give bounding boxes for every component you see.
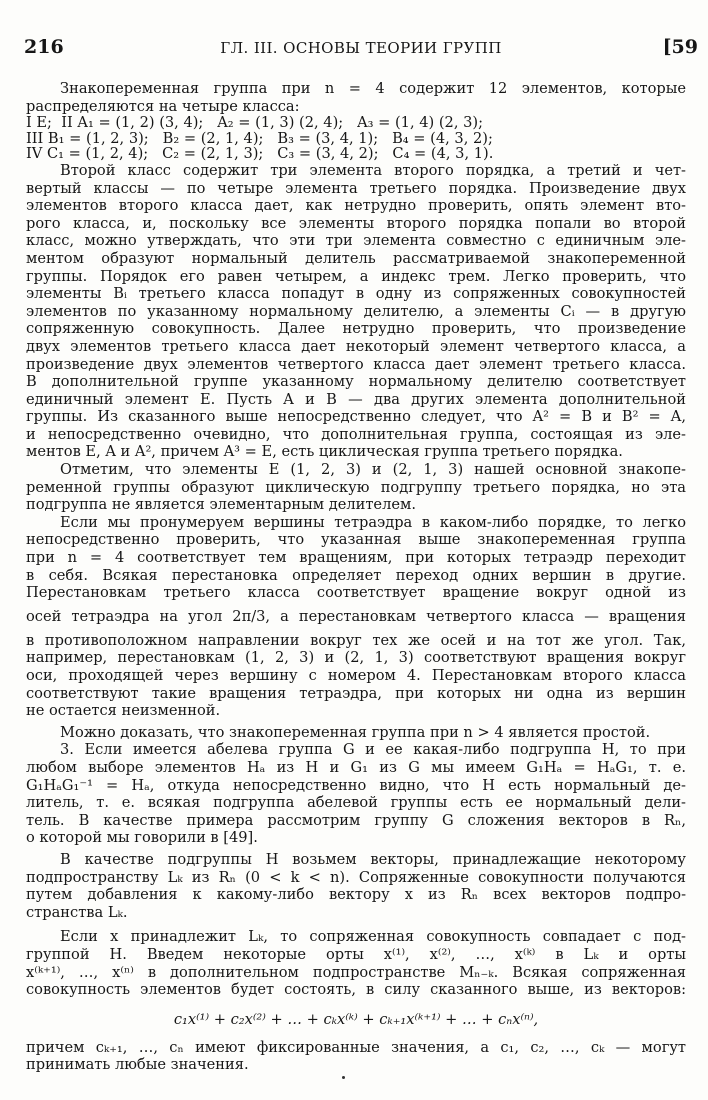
text-line: 3. Если имеется абелева группа G и ее какая-либо подгруппа H, то при (60, 741, 686, 759)
text-line: не остается неизменной. (26, 702, 221, 720)
text-line: двух элементов третьего класса дает некоторый элемент четвертого класса, а (26, 337, 686, 355)
text-line: элементов по указанному нормальному делителю, а элементы Cᵢ — в другую (26, 302, 686, 320)
text-line: тель. В качестве примера рассмотрим группу G сложения векторов в Rₙ, (26, 811, 686, 829)
text-line: непосредственно проверить, что указанная выше знакопеременная группа (26, 531, 686, 549)
text-line: при n = 4 соответствует тем вращениям, при которых тетраэдр переходит (26, 549, 686, 567)
page-body (26, 80, 686, 1074)
class-list-line: III B₁ = (1, 2, 3); B₂ = (2, 1, 4); B₃ = (3, 4, 1); B₄ = (4, 3, 2); (26, 129, 493, 147)
text-line: ременной группы образуют циклическую подгруппу третьего порядка, но эта (26, 478, 686, 496)
text-line: В дополнительной группе указанному нормальному делителю соответствует (26, 373, 686, 391)
text-line: произведение двух элементов четвертого класса дает элемент третьего класса. (26, 355, 686, 373)
text-line: Второй класс содержит три элемента второго порядка, а третий и чет- (60, 161, 686, 179)
text-line: рого класса, и, поскольку все элементы второго порядка попали во второй (26, 214, 686, 232)
text-line: Если x принадлежит Lₖ, то сопряженная совокупность совпадает с под- (60, 928, 686, 946)
chapter-title: ГЛ. III. ОСНОВЫ ТЕОРИИ ГРУПП (220, 39, 502, 57)
class-list-line: I E; II A₁ = (1, 2) (3, 4); A₂ = (1, 3) (2, 4); A₃ = (1, 4) (2, 3); (26, 114, 484, 132)
text-line: путем добавления к какому-либо вектору x из Rₙ всех векторов подпро- (26, 886, 686, 904)
text-line: оси, проходящей через вершину с номером 4. Перестановкам второго класса (26, 667, 686, 684)
text-line: распределяются на четыре класса: (26, 97, 300, 115)
running-header (24, 36, 698, 60)
text-line: ментов E, A и A², причем A³ = E, есть циклическая группа третьего порядка. (26, 443, 623, 461)
text-line: группой H. Введем некоторые орты x⁽¹⁾, x⁽²⁾, …, x⁽ᵏ⁾ в Lₖ и орты (26, 945, 686, 963)
text-line: Перестановкам третьего класса соответствует вращение вокруг одной из (26, 584, 686, 602)
text-line: ментом образуют нормальный делитель рассматриваемой знакопеременной (26, 249, 686, 267)
text-line: x⁽ᵏ⁺¹⁾, …, x⁽ⁿ⁾ в дополнительном подпространстве Mₙ₋ₖ. Всякая сопряженная (26, 963, 686, 981)
text-line: и непосредственно очевидно, что дополнительная группа, состоящая из эле- (26, 425, 686, 443)
text-line: класс, можно утверждать, что эти три элемента совместно с единичным эле- (26, 232, 686, 250)
class-list-line: IV C₁ = (1, 2, 4); C₂ = (2, 1, 3); C₃ = (3, 4, 2); C₄ = (4, 3, 1). (26, 145, 494, 163)
page-number: 216 (24, 36, 64, 58)
text-line: В качестве подгруппы H возьмем векторы, принадлежащие некоторому (60, 850, 686, 868)
text-line: G₁HₐG₁⁻¹ = Hₐ, откуда непосредственно видно, что H есть нормальный де- (26, 776, 686, 794)
print-speck (342, 1076, 345, 1079)
text-line: принимать любые значения. (26, 1056, 249, 1074)
text-line: совокупность элементов будет состоять, в силу сказанного выше, из векторов: (26, 981, 686, 999)
text-line: Знакопеременная группа при n = 4 содержит 12 элементов, которые (60, 80, 686, 97)
text-line: литель, т. е. всякая подгруппа абелевой группы есть ее нормальный дели- (26, 794, 686, 812)
text-line: сопряженную совокупность. Далее нетрудно проверить, что произведение (26, 320, 686, 338)
text-line: странства Lₖ. (26, 903, 128, 921)
text-line: Отметим, что элементы E (1, 2, 3) и (2, 1, 3) нашей основной знакопе- (60, 461, 686, 479)
text-line: о которой мы говорили в [49]. (26, 829, 258, 847)
text-line: Если мы пронумеруем вершины тетраэдра в каком-либо порядке, то легко (60, 513, 686, 531)
text-line: в противоположном направлении вокруг тех же осей и на тот же угол. Так, (26, 631, 686, 649)
text-line: единичный элемент E. Пусть A и B — два других элемента дополнительной (26, 390, 686, 408)
text-line: элементов второго класса дает, как нетрудно проверить, опять элемент вто- (26, 197, 686, 215)
text-line: соответствуют такие вращения тетраэдра, при которых ни одна из вершин (26, 684, 686, 702)
section-number: [59 (662, 36, 698, 58)
text-line: Можно доказать, что знакопеременная группа при n > 4 является простой. (60, 723, 651, 741)
text-line: подгруппа не является элементарным делителем. (26, 496, 416, 514)
text-line: вертый классы — по четыре элемента третьего порядка. Произведение двух (26, 179, 686, 197)
text-line-with-fraction: осей тетраэдра на угол 2π/3, а перестановкам четвертого класса — вращения (26, 607, 686, 625)
formula: c₁x⁽¹⁾ + c₂x⁽²⁾ + … + cₖx⁽ᵏ⁾ + cₖ₊₁x⁽ᵏ⁺¹⁾ + … + cₙx⁽ⁿ⁾, (173, 1010, 539, 1028)
text-line: например, перестановкам (1, 2, 3) и (2, 1, 3) соответствуют вращения вокруг (26, 649, 686, 667)
text-line: элементы Bᵢ третьего класса попадут в одну из сопряженных совокупностей (26, 285, 686, 303)
text-line: группы. Порядок его равен четырем, а индекс трем. Легко проверить, что (26, 267, 686, 285)
text-line: в себя. Всякая перестановка определяет переход одних вершин в другие. (26, 566, 686, 584)
text-line: причем cₖ₊₁, …, cₙ имеют фиксированные значения, а c₁, c₂, …, cₖ — могут (26, 1038, 686, 1056)
text-line: группы. Из сказанного выше непосредственно следует, что A² = B и B² = A, (26, 408, 686, 426)
text-line: подпространству Lₖ из Rₙ (0 < k < n). Сопряженные совокупности получаются (26, 868, 686, 886)
text-line: любом выборе элементов Hₐ из H и G₁ из G мы имеем G₁Hₐ = HₐG₁, т. е. (26, 758, 686, 776)
